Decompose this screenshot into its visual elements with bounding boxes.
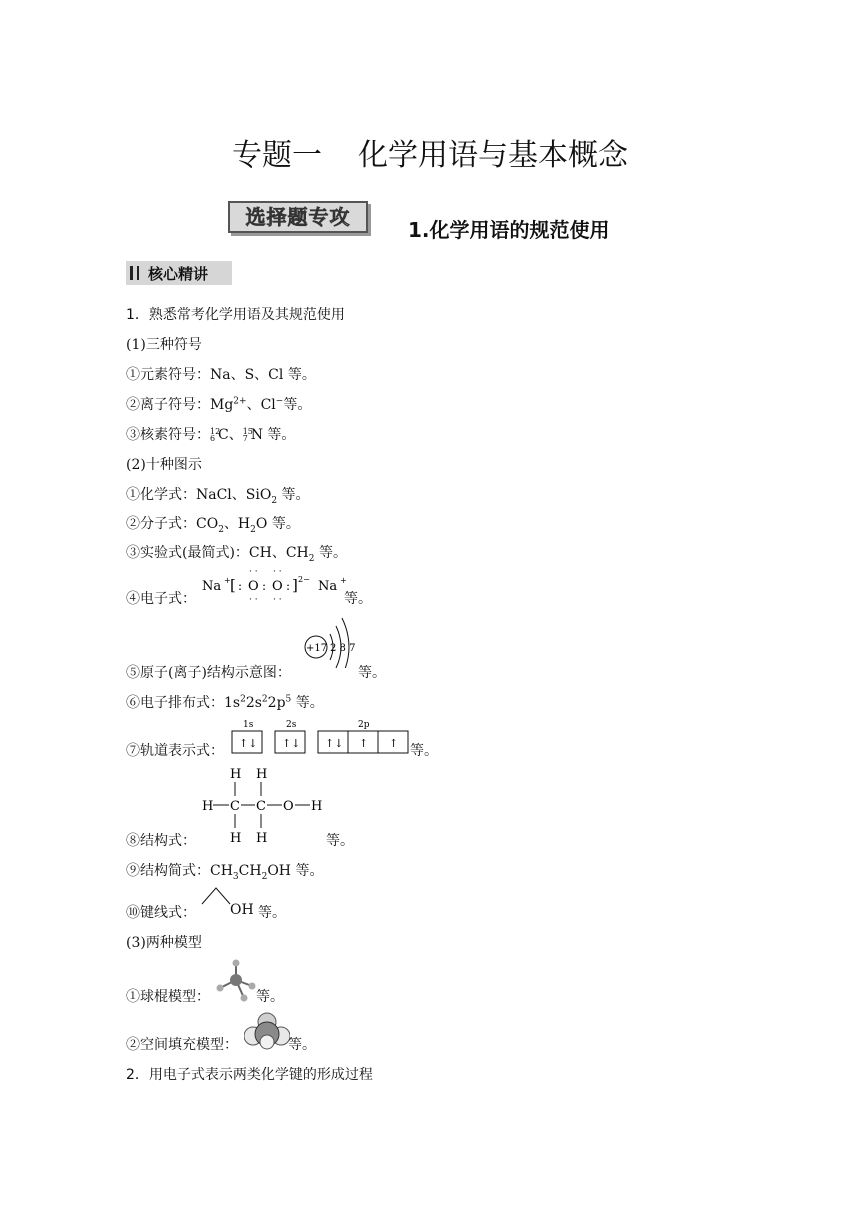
- svg-text:1s: 1s: [243, 720, 254, 730]
- space-filling-model: [244, 1010, 290, 1050]
- line-1: 1．熟悉常考化学用语及其规范使用: [126, 307, 345, 323]
- line-19-end: 等。: [288, 1037, 316, 1053]
- orbital-diagram: [230, 716, 412, 756]
- svg-text:H: H: [202, 799, 214, 814]
- svg-text:· ·: · ·: [249, 567, 258, 577]
- svg-text::: :: [286, 579, 291, 593]
- svg-text:Na: Na: [202, 579, 222, 594]
- svg-text:+: +: [340, 576, 347, 585]
- svg-text:2s: 2s: [286, 720, 297, 730]
- line-6: (2)十种图示: [126, 457, 202, 473]
- line-5: ③核素符号： 12 6 C、 15 7 N 等。: [126, 427, 296, 443]
- svg-text:+17: +17: [306, 643, 328, 654]
- line-15: ⑨结构简式：$CH_3CH_2OH$ 等。: [126, 863, 324, 882]
- line-16-end: 等。: [258, 905, 286, 921]
- line-11-end: 等。: [358, 665, 386, 681]
- line-20: 2．用电子式表示两类化学键的形成过程: [126, 1067, 373, 1083]
- line-13-end: 等。: [410, 743, 438, 759]
- line-13: ⑦轨道表示式：: [126, 743, 224, 759]
- line-18-end: 等。: [256, 989, 284, 1005]
- line-14: ⑧结构式：: [126, 833, 196, 849]
- line-17: (3)两种模型: [126, 935, 202, 951]
- atom-structure-diagram: [300, 612, 362, 668]
- svg-text:↑: ↑: [359, 737, 369, 750]
- line-9: ③实验式(最简式)：CH、$CH_2$ 等。: [126, 545, 347, 564]
- line-16: ⑩键线式：: [126, 905, 196, 921]
- line-4: ②离子符号：$Mg^{2+}$、Cl−等。: [126, 396, 312, 413]
- question-type-badge: 选择题专攻: [228, 201, 368, 233]
- line-14-end: 等。: [326, 833, 354, 849]
- svg-text:C: C: [230, 799, 240, 814]
- svg-text:↑↓: ↑↓: [239, 737, 258, 750]
- skeletal-formula-diagram: [200, 884, 232, 906]
- svg-text:· ·: · ·: [273, 595, 282, 604]
- line-10: ④电子式：: [126, 591, 196, 607]
- section-header: [126, 261, 232, 285]
- ball-and-stick-model: [214, 958, 258, 1002]
- svg-text:[: [: [230, 576, 236, 594]
- svg-text:H: H: [230, 767, 242, 782]
- svg-text:O: O: [248, 579, 259, 594]
- line-12: ⑥电子排布式：$1s^22s^22p^5$ 等。: [126, 694, 324, 711]
- svg-text:↑: ↑: [389, 737, 399, 750]
- structural-formula-diagram: [200, 764, 330, 846]
- section-marker-icon: [130, 266, 139, 280]
- svg-text:↑↓: ↑↓: [325, 737, 344, 750]
- svg-text:· ·: · ·: [273, 567, 282, 577]
- svg-text:↑↓: ↑↓: [282, 737, 301, 750]
- line-7: ①化学式：NaCl、SiO$_2$ 等。: [126, 487, 310, 506]
- line-19: ②空间填充模型：: [126, 1037, 238, 1053]
- svg-text:C: C: [256, 799, 266, 814]
- svg-text::: :: [262, 579, 267, 593]
- section-label: 核心精讲: [148, 265, 209, 283]
- svg-text::: :: [238, 579, 243, 593]
- page-title: 专题一 化学用语与基本概念: [232, 138, 628, 173]
- line-2: (1)三种符号: [126, 337, 202, 353]
- line-11: ⑤原子(离子)结构示意图：: [126, 665, 291, 681]
- svg-text:O: O: [272, 579, 283, 594]
- line-10-end: 等。: [344, 591, 372, 607]
- line-16-oh: OH: [230, 902, 254, 918]
- line-8: ②分子式：$CO_2$、$H_2O$ 等。: [126, 516, 300, 535]
- svg-text:H: H: [256, 767, 268, 782]
- line-3: ①元素符号：Na、S、Cl 等。: [126, 367, 316, 383]
- svg-text:2p: 2p: [358, 720, 370, 730]
- svg-text:H: H: [311, 799, 323, 814]
- svg-text:+: +: [224, 576, 231, 585]
- svg-text:O: O: [283, 799, 294, 814]
- svg-text:2−: 2−: [298, 575, 310, 584]
- svg-text:2 8 7: 2 8 7: [330, 643, 356, 654]
- svg-text:H: H: [230, 831, 242, 846]
- svg-text:Na: Na: [318, 579, 338, 594]
- svg-text:H: H: [256, 831, 268, 846]
- svg-text:]: ]: [292, 576, 298, 594]
- line-18: ①球棍模型：: [126, 989, 210, 1005]
- electron-formula-diagram: [200, 564, 350, 604]
- svg-text:· ·: · ·: [249, 595, 258, 604]
- section-subtitle: 1.化学用语的规范使用: [408, 218, 610, 242]
